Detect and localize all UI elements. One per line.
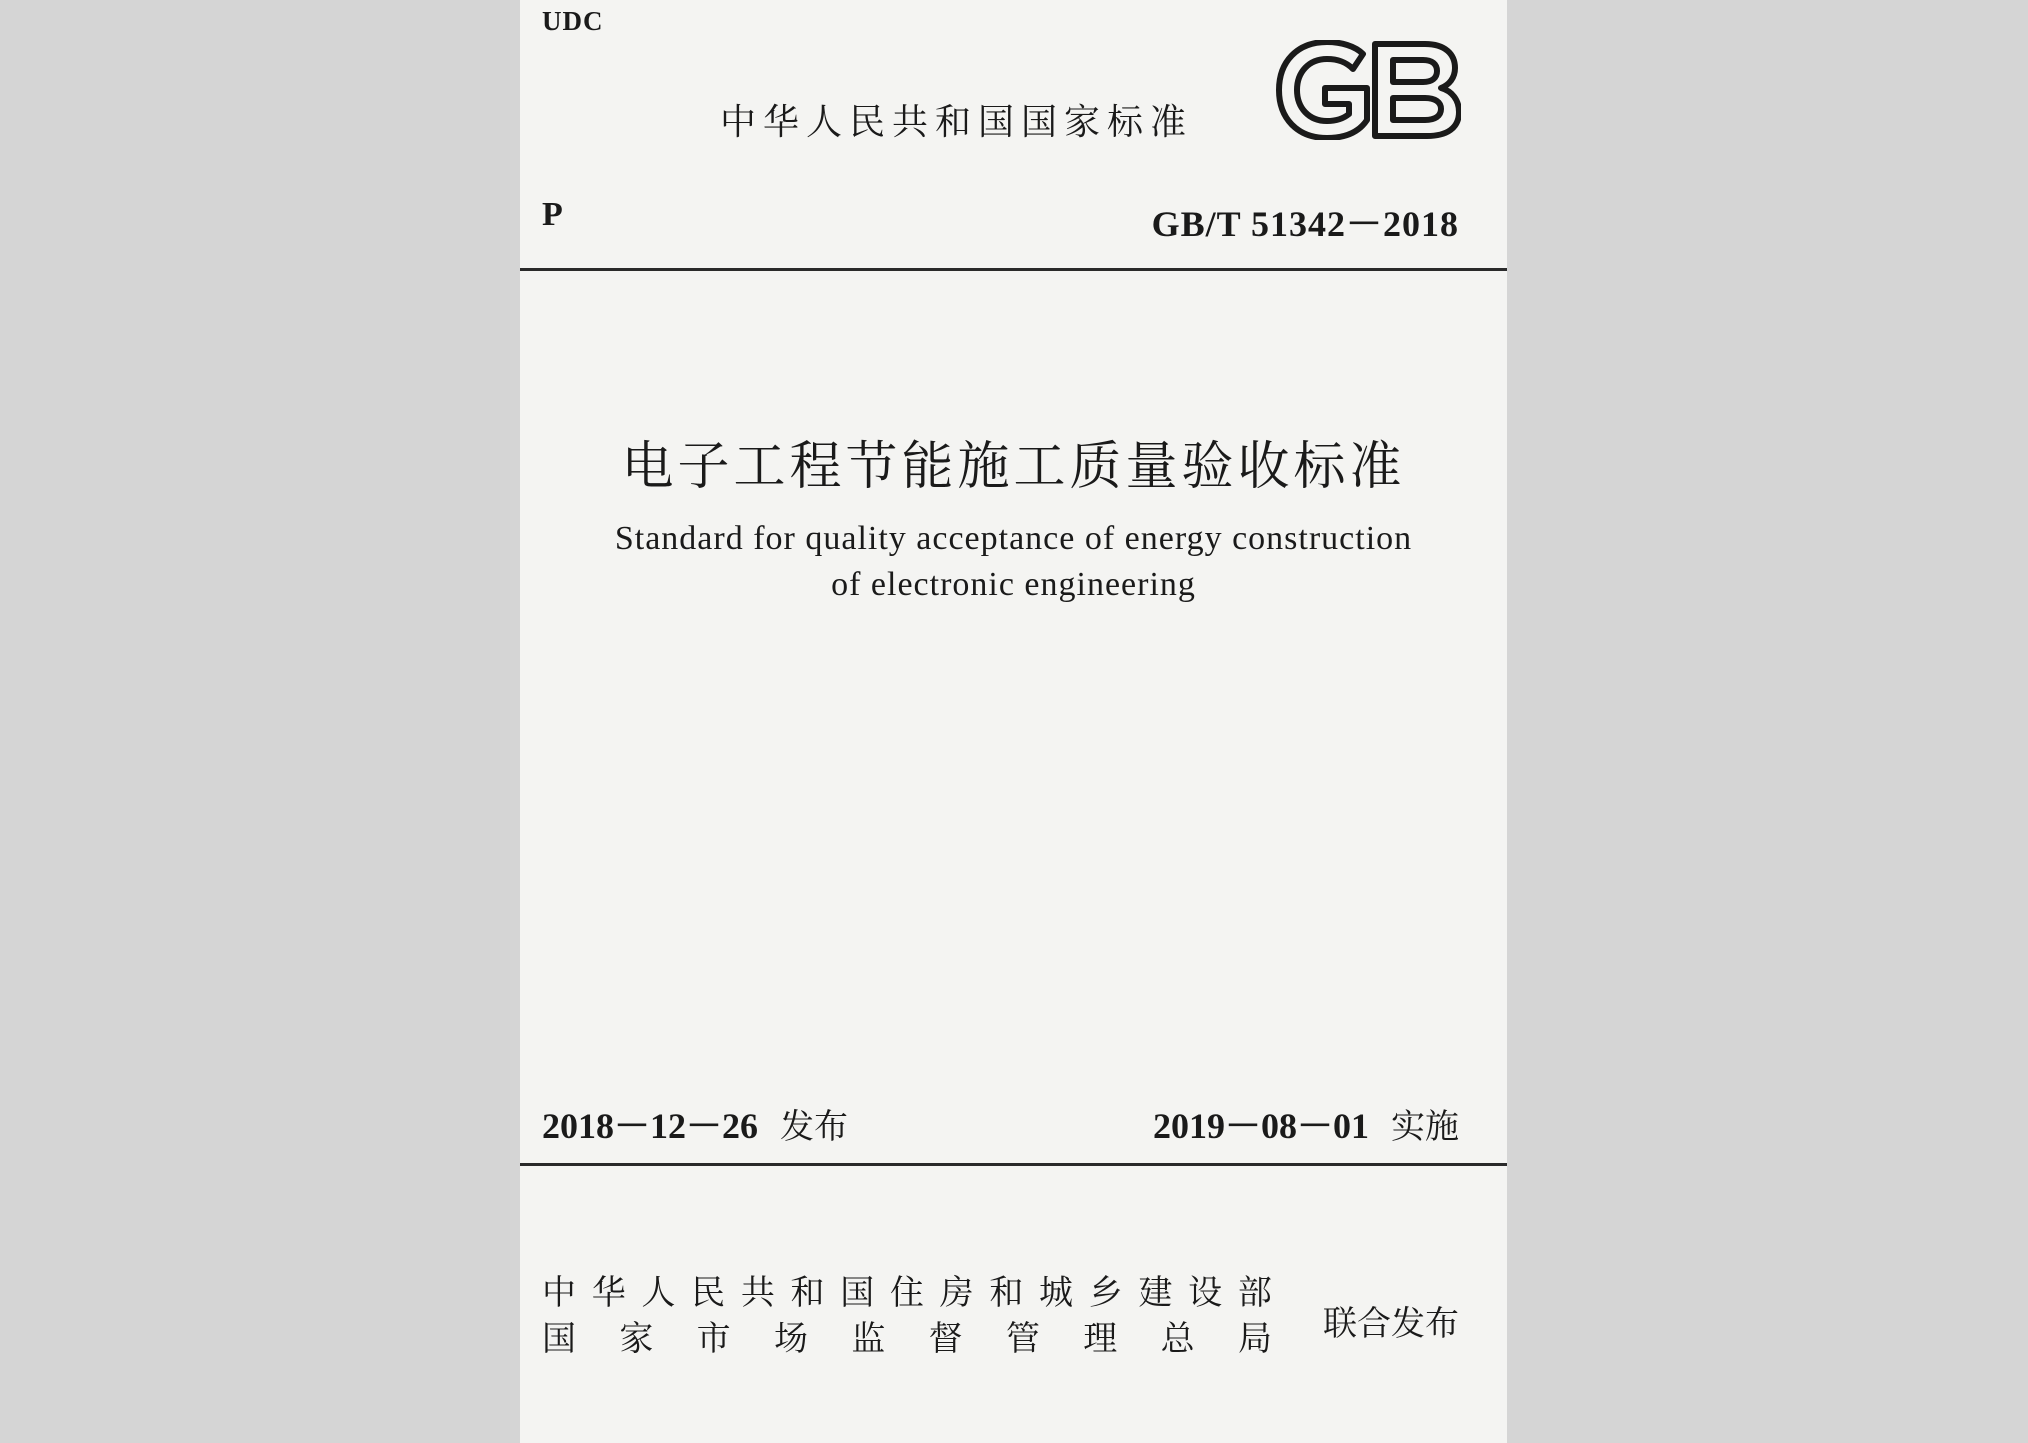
issuing-authorities	[542, 1270, 1272, 1362]
title-chinese: 电子工程节能施工质量验收标准	[621, 437, 1406, 497]
issuer-char: 理	[1083, 1319, 1118, 1359]
issuer-char: 和	[790, 1273, 825, 1313]
issuer-char: 家	[619, 1319, 654, 1359]
title-english-line-2: of electronic engineering	[831, 566, 1196, 603]
issuer-char: 国	[542, 1319, 576, 1359]
implementation-date-block	[1153, 1098, 1459, 1149]
issuer-char: 局	[1237, 1319, 1272, 1359]
issuer-char: 总	[1160, 1319, 1195, 1359]
issuer-char: 和	[989, 1273, 1024, 1313]
issuer-char: 中	[542, 1273, 576, 1313]
issuer-char: 人	[641, 1273, 676, 1313]
title-english	[520, 516, 1507, 608]
issuer-char: 管	[1005, 1319, 1040, 1359]
issuer-char: 场	[773, 1319, 808, 1359]
classification-code: P	[542, 196, 563, 233]
issuer-ministry	[542, 1270, 1272, 1316]
issuer-char: 设	[1188, 1273, 1223, 1313]
udc-label: UDC	[542, 6, 604, 36]
implementation-word: 实施	[1391, 1107, 1459, 1147]
issuer-char: 国	[840, 1273, 875, 1313]
issue-word: 发布	[780, 1107, 849, 1147]
issuer-administration	[542, 1316, 1272, 1362]
issuer-char: 市	[696, 1319, 731, 1359]
standard-number: GB/T 51342－2018	[1151, 204, 1459, 244]
issuer-char: 建	[1138, 1273, 1173, 1313]
national-standard-heading: 中华人民共和国国家标准	[720, 102, 1194, 143]
issuer-char: 房	[939, 1273, 974, 1313]
issuer-char: 部	[1237, 1273, 1272, 1313]
issue-date: 2018－12－26	[542, 1106, 759, 1146]
issue-date-block	[542, 1098, 848, 1149]
issuer-char: 乡	[1088, 1273, 1123, 1313]
implementation-date: 2019－08－01	[1152, 1106, 1369, 1146]
issuer-char: 监	[851, 1319, 886, 1359]
top-divider	[520, 268, 1507, 271]
joint-issue-label: 联合发布	[1323, 1304, 1459, 1344]
issuer-char: 住	[889, 1273, 924, 1313]
issuer-char: 共	[740, 1273, 775, 1313]
issuer-char: 城	[1039, 1273, 1074, 1313]
issuer-char: 督	[928, 1319, 963, 1359]
bottom-divider	[520, 1163, 1507, 1166]
issuer-char: 民	[691, 1273, 726, 1313]
issuer-char: 华	[591, 1273, 626, 1313]
title-english-line-1: Standard for quality acceptance of energy construction	[614, 520, 1413, 557]
gb-logo-icon	[1275, 40, 1461, 140]
standard-cover-page	[520, 0, 1507, 1443]
